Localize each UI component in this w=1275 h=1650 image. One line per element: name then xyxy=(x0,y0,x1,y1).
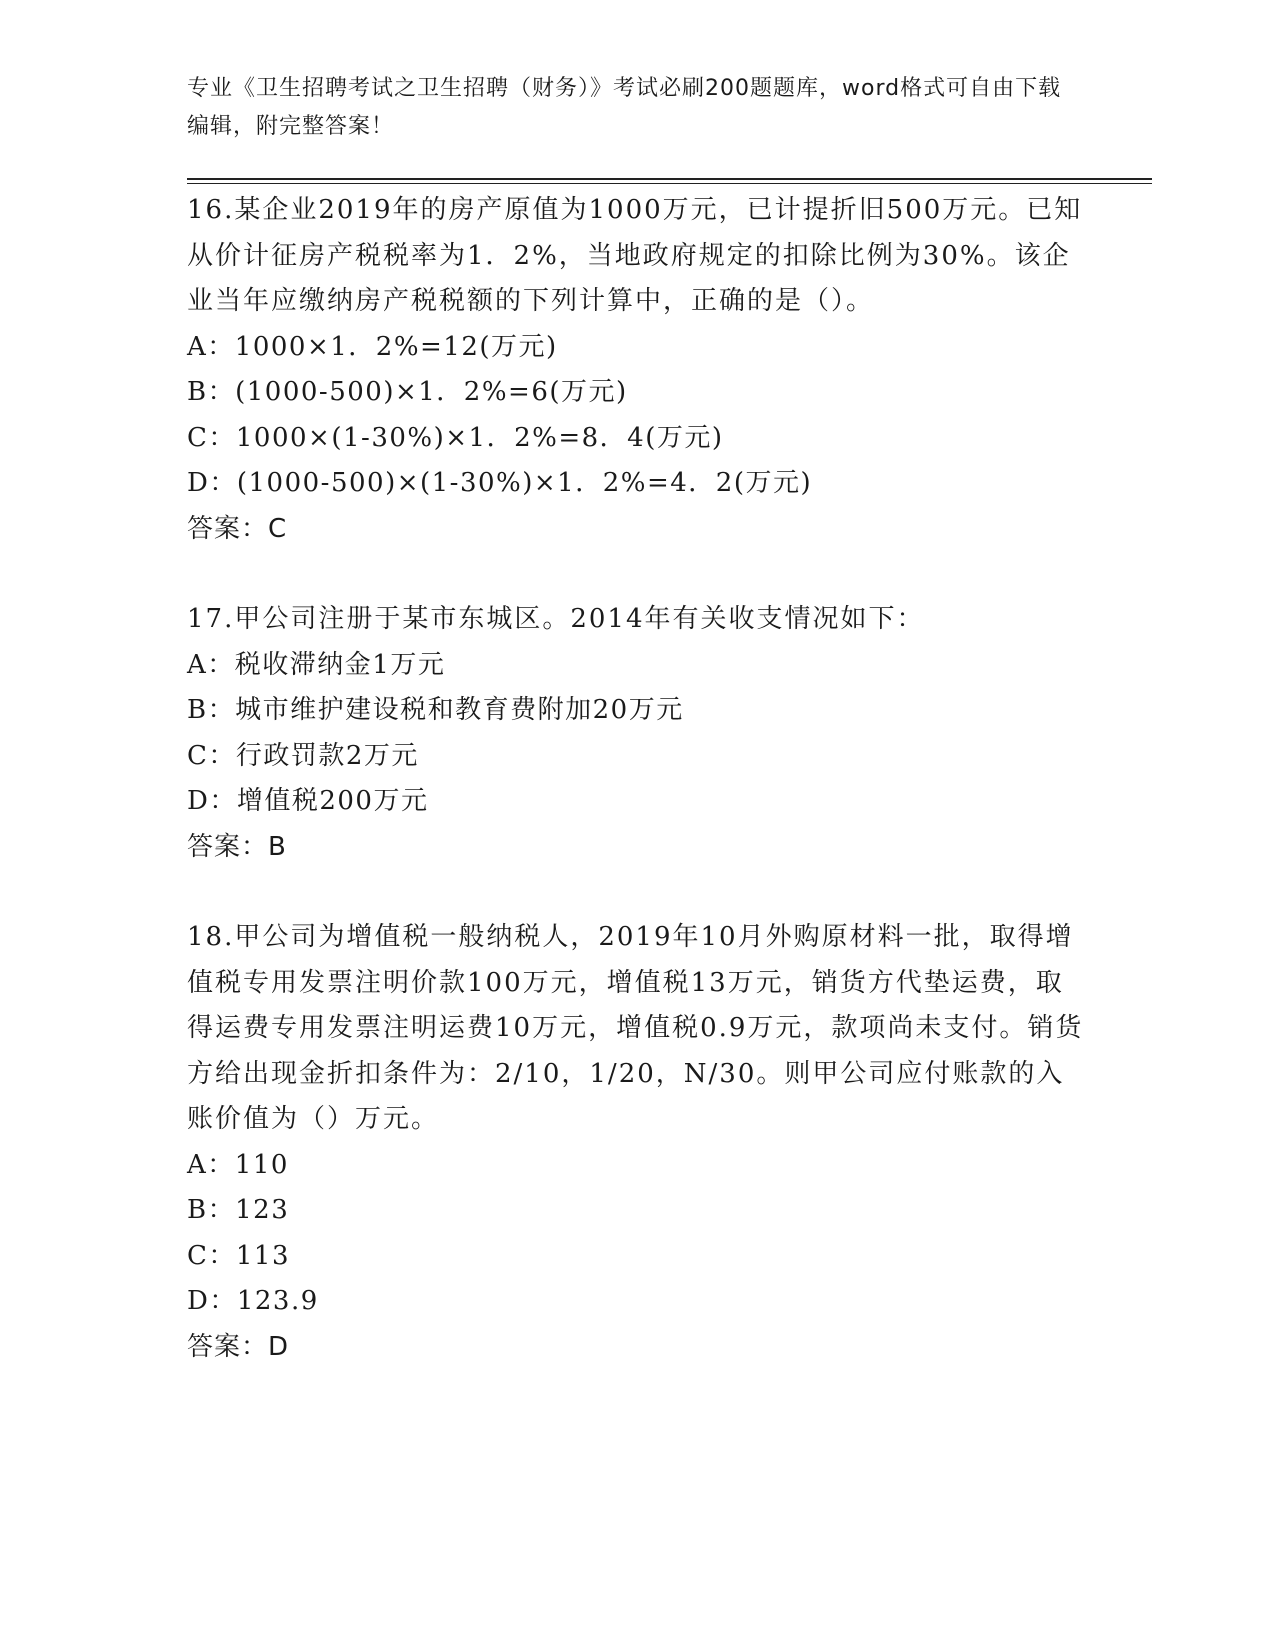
question-stem: 16.某企业2019年的房产原值为1000万元，已计提折旧500万元。已知从价计征房产税税率为1．2%，当地政府规定的扣除比例为30%。该企业当年应缴纳房产税税额的下列计算中，正确的是（）。 xyxy=(187,195,1083,316)
option-b: B：(1000-500)×1．2%=6(万元) xyxy=(187,377,628,407)
option-a: A：税收滞纳金1万元 xyxy=(187,649,446,680)
option-a: A：110 xyxy=(187,1149,289,1180)
question-stem: 18.甲公司为增值税一般纳税人，2019年10月外购原材料一批，取得增值税专用发票注明价款100万元，增值税13万元，销货方代垫运费，取得运费专用发票注明运费10万元，增值税0.9万元，款项尚未支付。销货方给出现金折扣条件为：2/10，1/20，N/30。则甲公司应付账款的入账价值为（）万元。 xyxy=(187,922,1084,1134)
option-b: B：123 xyxy=(187,1195,290,1225)
option-d: D：增值税200万元 xyxy=(187,786,429,816)
option-d: D：123.9 xyxy=(187,1286,319,1316)
answer-line: 答案：C xyxy=(187,513,288,544)
question-stem: 17.甲公司注册于某市东城区。2014年有关收支情况如下： xyxy=(187,604,925,634)
document-header: 专业《卫生招聘考试之卫生招聘（财务）》考试必刷200题题库，word格式可自由下载编辑，附完整答案！ xyxy=(187,76,1062,139)
option-c: C：113 xyxy=(187,1240,291,1271)
question-list xyxy=(187,188,1087,1415)
option-c: C：1000×(1-30%)×1．2%=8．4(万元) xyxy=(187,422,724,453)
question-16 xyxy=(187,188,1087,552)
question-18 xyxy=(187,915,1087,1370)
question-17 xyxy=(187,597,1087,870)
answer-line: 答案：B xyxy=(187,831,287,862)
option-c: C：行政罚款2万元 xyxy=(187,740,419,771)
header-divider-thick xyxy=(187,178,1152,180)
header-divider-thin xyxy=(187,183,1152,184)
option-d: D：(1000-500)×(1-30%)×1．2%=4．2(万元) xyxy=(187,468,813,498)
answer-line: 答案：D xyxy=(187,1331,290,1362)
option-b: B：城市维护建设税和教育费附加20万元 xyxy=(187,695,684,725)
option-a: A：1000×1．2%=12(万元) xyxy=(187,331,558,362)
